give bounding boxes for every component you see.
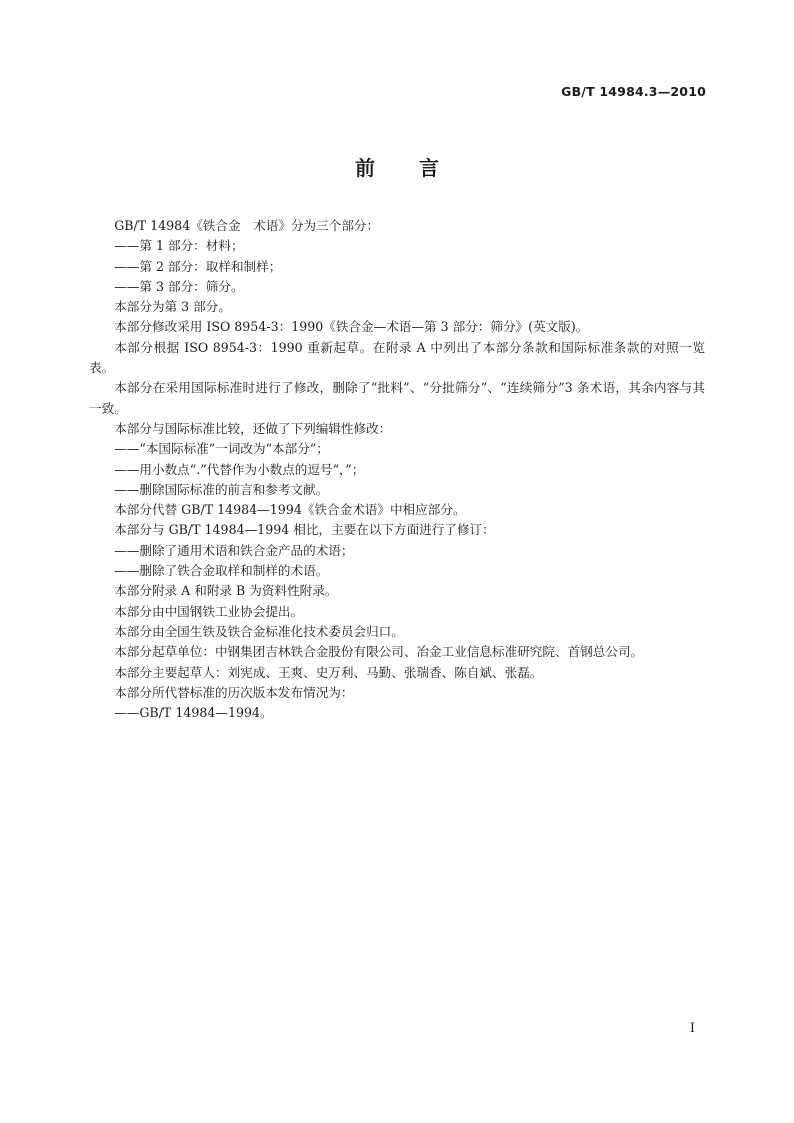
- paragraph: 本部分修改采用 ISO 8954-3：1990《铁合金—术语—第 3 部分：筛分》(英文版)。: [114, 319, 589, 335]
- list-item: ——删除了通用术语和铁合金产品的术语；: [114, 542, 354, 558]
- list-item: ——第 2 部分：取样和制样；: [114, 258, 282, 274]
- paragraph: 本部分附录 A 和附录 B 为资料性附录。: [114, 583, 338, 599]
- page-number: I: [689, 1021, 695, 1036]
- paragraph: 本部分由全国生铁及铁合金标准化技术委员会归口。: [114, 623, 404, 639]
- paragraph: GB/T 14984《铁合金 术语》分为三个部分：: [114, 218, 380, 233]
- list-item: ——用小数点“.”代替作为小数点的逗号“，”；: [114, 461, 365, 477]
- standard-number: GB/T 14984.3—2010: [561, 84, 706, 99]
- paragraph: 本部分代替 GB/T 14984—1994《铁合金术语》中相应部分。: [114, 502, 466, 518]
- list-item: ——GB/T 14984—1994。: [114, 705, 273, 721]
- paragraph: 本部分由中国钢铁工业协会提出。: [114, 603, 304, 619]
- list-item: ——第 1 部分：材料；: [114, 238, 244, 254]
- paragraph: 本部分起草单位：中钢集团吉林铁合金股份有限公司、冶金工业信息标准研究院、首钢总公司。: [114, 644, 644, 660]
- paragraph: 本部分与国际标准比较，还做了下列编辑性修改：: [114, 420, 392, 436]
- paragraph: 本部分所代替标准的历次版本发布情况为：: [114, 684, 354, 700]
- paragraph: 本部分与 GB/T 14984—1994 相比，主要在以下方面进行了修订：: [114, 522, 495, 538]
- paragraph: 本部分在采用国际标准时进行了修改，删除了“批料”、“分批筛分”、“连续筛分”3 条术语，其余内容与其一致。: [89, 380, 705, 416]
- list-item: ——删除了铁合金取样和制样的术语。: [114, 563, 329, 579]
- page-title: 前言: [355, 156, 483, 180]
- paragraph: 本部分根据 ISO 8954-3：1990 重新起草。在附录 A 中列出了本部分条款和国际标准条款的对照一览表。: [89, 339, 705, 376]
- list-item: ——第 3 部分：筛分。: [114, 278, 244, 294]
- list-item: ——“本国际标准”一词改为“本部分”；: [114, 441, 329, 457]
- foreword-body: [89, 216, 705, 723]
- paragraph: 本部分主要起草人：刘宪成、王爽、史万利、马勤、张瑞香、陈自斌、张磊。: [114, 664, 543, 680]
- paragraph: 本部分为第 3 部分。: [114, 299, 231, 315]
- list-item: ——删除国际标准的前言和参考文献。: [114, 481, 329, 497]
